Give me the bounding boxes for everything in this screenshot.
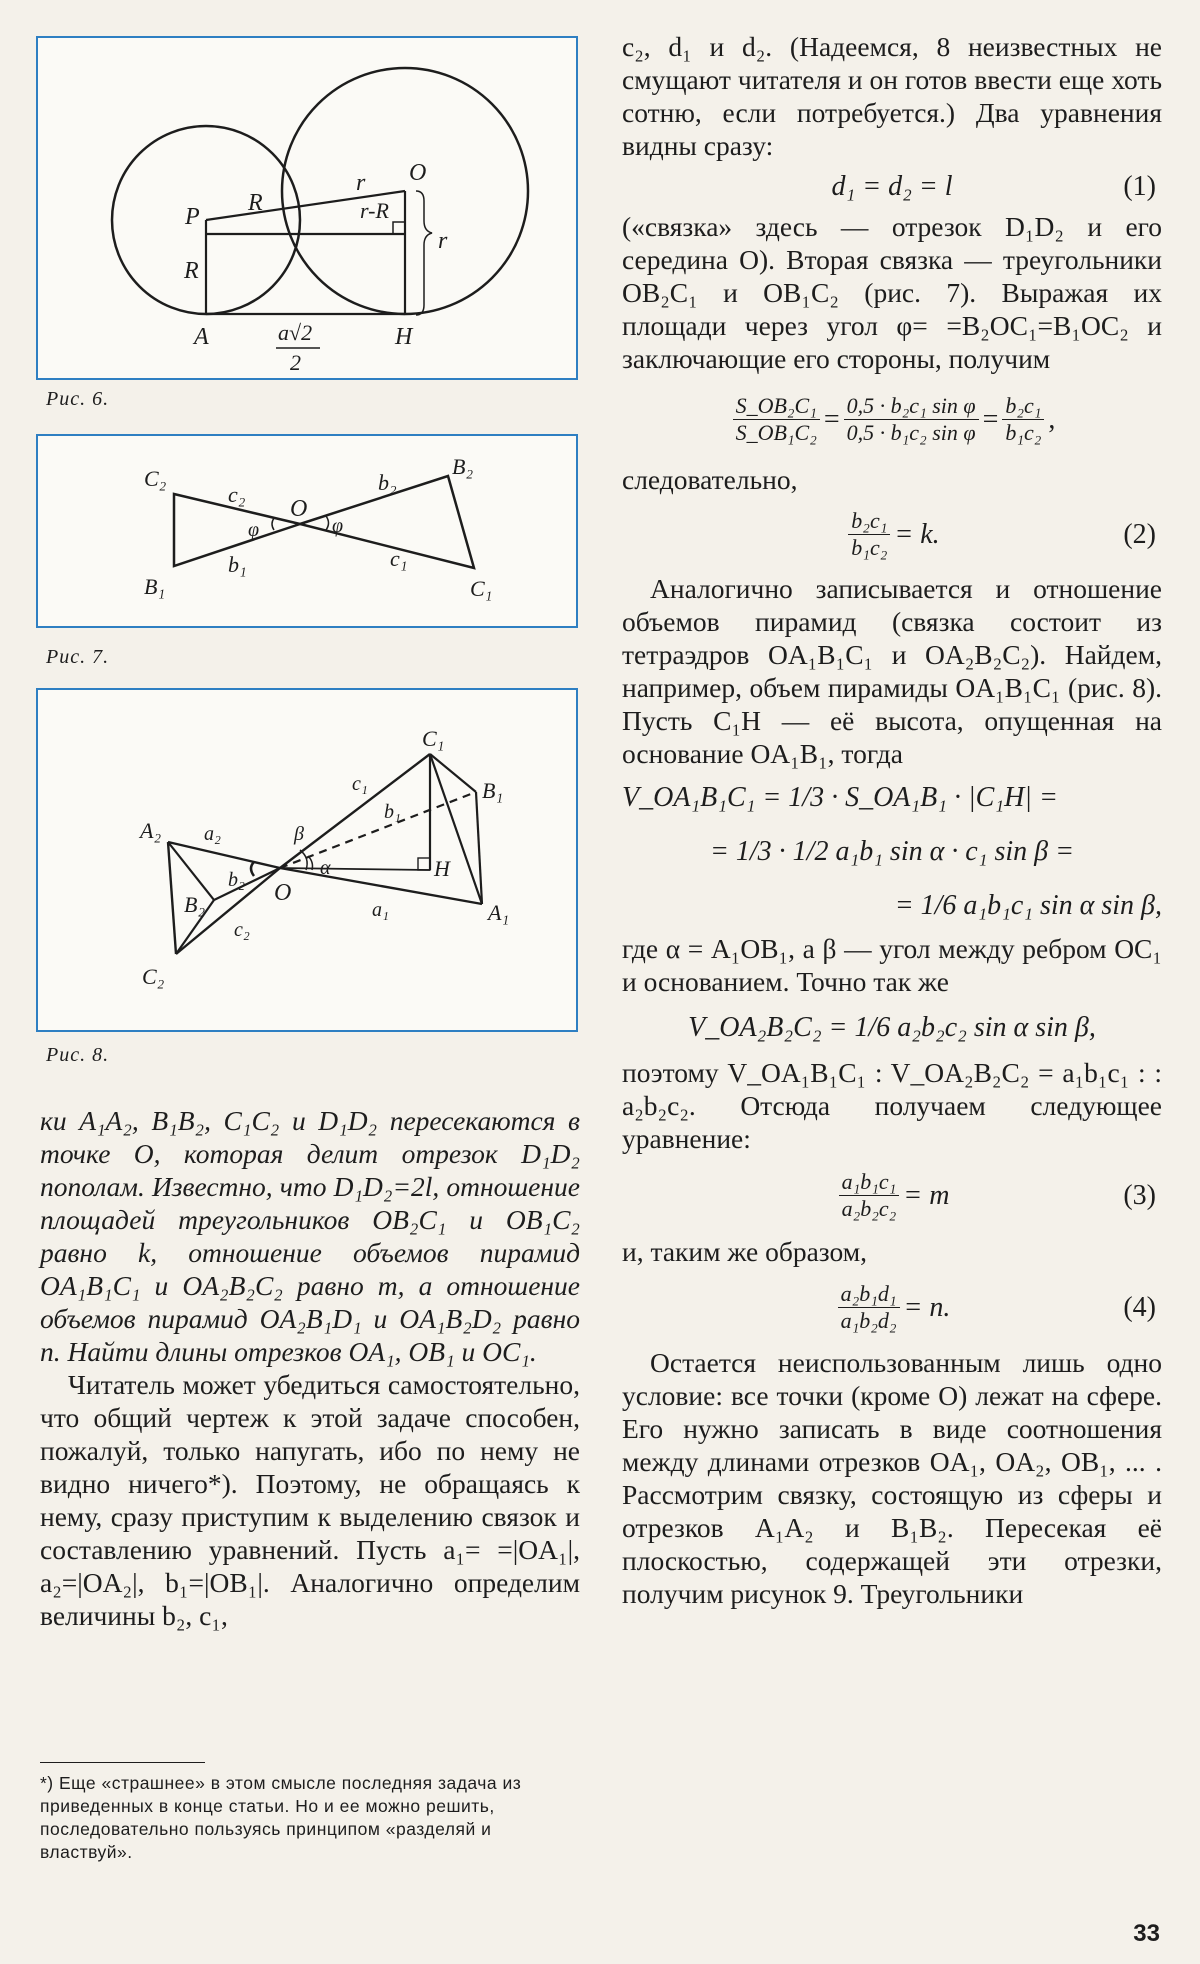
equation-2-fraction-num: b₂c₁	[848, 508, 890, 535]
right-paragraph-8: Остается неиспользованным лишь одно условие: все точки (кроме O) лежат на сфере. Его нужно записать в виде соотношения между длинами отрезков OA₁, OA₂, OB₁, ... . Рассмотрим связку, состоящую из сферы и отрезков A₁A₂ и B₁B₂. Пересекая её плоскостью, содержащей эти отрезки, получим рисунок 9. Треугольники	[622, 1347, 1162, 1609]
edge-A2C2	[168, 842, 176, 954]
figure-8-drawing	[38, 690, 576, 1030]
label-beta: β	[294, 823, 304, 845]
label-b1: b₁	[228, 552, 247, 577]
equation-3-fraction	[839, 1169, 900, 1222]
label-alpha: α	[320, 857, 331, 879]
area-ratio-left-den: S_OB₁C₂	[735, 419, 817, 445]
equation-4-fraction-num: a₂b₁d₁	[838, 1281, 900, 1308]
label-O: O	[409, 160, 427, 186]
label-phi-right: φ	[332, 515, 344, 537]
figure-6-caption: Рис. 6.	[46, 388, 110, 410]
area-ratio-mid-num: 0,5 · b₂c₁ sin φ	[844, 393, 979, 420]
equation-2-fraction	[848, 508, 890, 561]
label-c2: c₂	[234, 919, 250, 941]
label-C2: C₂	[142, 964, 165, 989]
equals-sign: =	[823, 403, 840, 435]
label-c1: c₁	[352, 773, 368, 795]
equation-3-fraction-num: a₁b₁c₁	[839, 1169, 900, 1196]
equation-2-number: (2)	[1123, 518, 1156, 550]
right-column	[622, 30, 1162, 1610]
label-H: H	[434, 856, 450, 881]
footnote-rule	[40, 1762, 205, 1763]
left-column	[40, 1104, 580, 1632]
label-A: A	[194, 324, 209, 350]
label-B2: B₂	[184, 892, 206, 917]
label-C1: C₁	[422, 726, 445, 751]
label-a1: a₁	[372, 899, 389, 921]
area-ratio-end-num: b₂c₁	[1002, 393, 1044, 420]
equation-2-fraction-den: b₁c₂	[851, 534, 888, 560]
equation-2	[622, 496, 1162, 572]
right-paragraph-2: («связка» здесь — отрезок D₁D₂ и его середина O). Вторая связка — треугольники OB₂C₁ и OB₁C₂ (рис. 7). Выражая их площади через угол φ= =B₂OC₁=B₁OC₂ и заключающие его стороны, получим	[622, 211, 1162, 374]
right-paragraph-6: поэтому V_OA₁B₁C₁ : V_OA₂B₂C₂ = a₁b₁c₁ : : a₂b₂c₂. Отсюда получаем следующее уравнение:	[622, 1057, 1162, 1154]
figure-8	[36, 688, 578, 1032]
label-r-minus-R: r-R	[360, 198, 389, 223]
edge-OC1	[280, 754, 430, 868]
label-b2: b₂	[228, 869, 245, 891]
footnote: *) Еще «страшнее» в этом смысле последняя задача из приведенных в конце статьи. Но и ее можно решить, последовательно пользуясь принципом «разделяй и властвуй».	[40, 1773, 522, 1862]
equation-1-body: d₁ = d₂ = l	[831, 170, 953, 202]
equation-3-rhs: = m	[903, 1179, 950, 1211]
segment-OH	[280, 868, 430, 870]
figure-7	[36, 434, 578, 628]
label-O: O	[290, 496, 308, 522]
equation-4-rhs: = n.	[903, 1291, 951, 1323]
right-paragraph-5: где α = A₁OB₁, а β — угол между ребром OC₁ и основанием. Точно так же	[622, 933, 1162, 997]
area-ratio-left	[733, 393, 820, 446]
equation-1-number: (1)	[1123, 170, 1156, 202]
label-b2: b₂	[378, 470, 397, 495]
equation-3	[622, 1155, 1162, 1235]
equals-sign: =	[982, 403, 999, 435]
area-ratio-left-num: S_OB₂C₁	[733, 393, 820, 420]
equation-4	[622, 1268, 1162, 1346]
angle-arc-left	[251, 862, 254, 876]
equation-3-number: (3)	[1123, 1179, 1156, 1211]
label-C1: C₁	[470, 576, 493, 601]
label-a2: a₂	[204, 823, 221, 845]
area-ratio-end-den: b₁c₂	[1005, 419, 1042, 445]
volume-line-1-text: V_OA₁B₁C₁ = 1/3 · S_OA₁B₁ · |C₁H| =	[622, 781, 1058, 813]
problem-statement: ки A₁A₂, B₁B₂, C₁C₂ и D₁D₂ пересекаются в точке O, которая делит отрезок D₁D₂ пополам. Известно, что D₁D₂=2l, отношение площадей треугольников OB₂C₁ и OB₁C₂ равно k, отношение объемов пирамид OA₁B₁C₁ и OA₂B₂C₂ равно m, а отношение объемов пирамид OA₂B₁D₁ и OA₁B₂D₂ равно n. Найти длины отрезков OA₁, OB₁ и OC₁.	[40, 1105, 580, 1367]
label-R-top: R	[248, 190, 263, 216]
label-P: P	[185, 204, 200, 230]
left-paragraph-1: Читатель может убедиться самостоятельно, что общий чертеж к этой задаче способен, пожалуй, только напугать, ибо по нему не видно ничего*). Поэтому, не обращаясь к нему, сразу приступим к выделению связок и составлению уравнений. Пусть a₁= =|OA₁|, a₂=|OA₂|, b₁=|OB₁|. Аналогично определим величины b₂, c₁,	[40, 1369, 580, 1631]
right-paragraph-3: следовательно,	[622, 464, 798, 495]
label-R-left: R	[184, 258, 199, 284]
label-phi-left: φ	[248, 519, 260, 541]
equation-4-fraction-den: a₁b₂d₂	[840, 1307, 897, 1333]
angle-arc-right	[326, 516, 329, 530]
right-paragraph-7: и, таким же образом,	[622, 1236, 868, 1267]
area-ratio-middle	[844, 393, 979, 446]
figure-7-caption: Рис. 7.	[46, 646, 110, 668]
label-B1: B₁	[144, 574, 166, 599]
volume-line-4	[622, 998, 1162, 1056]
page-number: 33	[1133, 1920, 1160, 1947]
right-paragraph-1: c₂, d₁ и d₂. (Надеемся, 8 неизвестных не смущают читателя и он готов ввести еще хоть сотню, если потребуется.) Два уравнения видны сразу:	[622, 31, 1162, 161]
equation-4-fraction	[838, 1281, 900, 1334]
area-ratio-equation	[622, 375, 1162, 463]
figure-6	[36, 36, 578, 380]
figure-6-drawing	[38, 38, 576, 378]
label-O: O	[274, 880, 292, 906]
equation-2-rhs: = k.	[894, 518, 940, 550]
angle-arc-left	[272, 518, 274, 530]
area-ratio-mid-den: 0,5 · b₁c₂ sin φ	[846, 419, 976, 445]
label-b1: b₁	[384, 801, 401, 823]
volume-line-2	[622, 824, 1162, 878]
label-A2: A₂	[140, 818, 162, 843]
equation-4-number: (4)	[1123, 1291, 1156, 1323]
label-r-top: r	[356, 170, 366, 196]
volume-line-1	[622, 770, 1162, 824]
label-c2: c₂	[228, 482, 246, 507]
figure-7-drawing	[38, 436, 576, 626]
brace-r	[416, 191, 432, 315]
right-paragraph-4: Аналогично записывается и отношение объемов пирамид (связка состоит из тетраэдров OA₁B₁C₁ и OA₂B₂C₂). Найдем, например, объем пирамиды OA₁B₁C₁ (рис. 8). Пусть C₁H — её высота, опущенная на основание OA₁B₁, тогда	[622, 573, 1162, 769]
figure-8-caption: Рис. 8.	[46, 1044, 110, 1066]
volume-line-3	[622, 878, 1162, 932]
volume-line-4-text: V_OA₂B₂C₂ = 1/6 a₂b₂c₂ sin α sin β,	[688, 1011, 1096, 1043]
label-dist-den: 2	[290, 350, 301, 375]
label-B1: B₁	[482, 778, 504, 803]
right-angle-mark	[418, 858, 430, 870]
volume-line-2-text: = 1/3 · 1/2 a₁b₁ sin α · c₁ sin β =	[710, 835, 1074, 867]
label-r-right: r	[438, 228, 448, 254]
label-dist-num: a√2	[278, 320, 313, 345]
label-H: H	[395, 324, 413, 350]
right-angle-mark	[393, 222, 405, 234]
area-ratio-right	[1002, 393, 1044, 446]
label-C2: C₂	[144, 466, 167, 491]
volume-line-3-text: = 1/6 a₁b₁c₁ sin α sin β,	[894, 889, 1162, 921]
equation-1	[622, 162, 1162, 210]
equation-3-fraction-den: a₂b₂c₂	[841, 1195, 897, 1221]
label-B2: B₂	[452, 454, 474, 479]
label-A1: A₁	[488, 900, 510, 925]
label-c1: c₁	[390, 546, 408, 571]
comma: ,	[1048, 403, 1056, 435]
